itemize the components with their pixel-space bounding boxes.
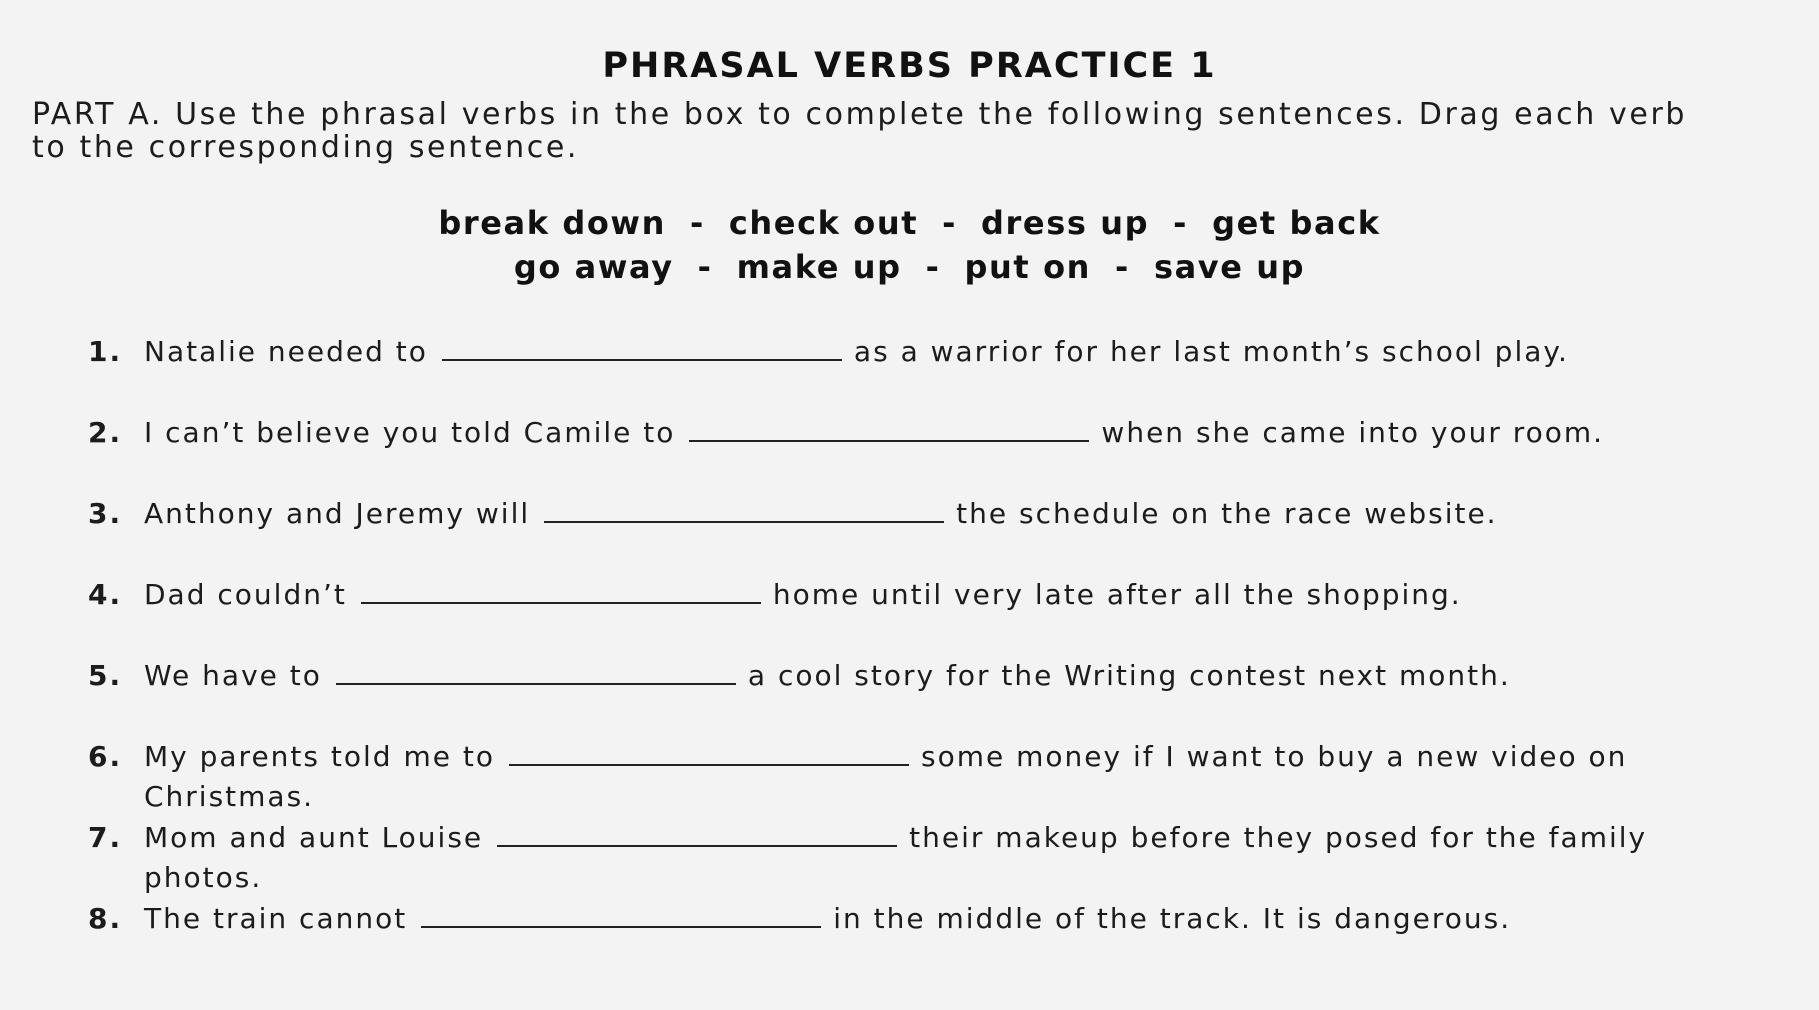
sentence-item-1 bbox=[88, 332, 1738, 413]
word-put-on[interactable]: put on bbox=[964, 248, 1092, 286]
sentence-number: 4. bbox=[88, 578, 123, 611]
sentence-number: 8. bbox=[88, 902, 123, 935]
sentence-text-after: home until very late after all the shopping. bbox=[772, 578, 1462, 611]
sentence-number: 2. bbox=[88, 416, 123, 449]
sentence-list bbox=[88, 332, 1738, 980]
sentence-item-2 bbox=[88, 413, 1738, 494]
sentence-text-after: the schedule on the race website. bbox=[956, 497, 1498, 530]
word-save-up[interactable]: save up bbox=[1153, 248, 1306, 286]
sentence-text-after: as a warrior for her last month’s school play. bbox=[853, 335, 1569, 368]
word-separator: - bbox=[689, 204, 705, 242]
sentence-text-before: Dad couldn’t bbox=[144, 578, 347, 611]
sentence-text-before: Mom and aunt Louise bbox=[144, 821, 484, 854]
instructions-text: PART A. Use the phrasal verbs in the box to complete the following sentences. Drag each verb to the corresponding sentence. bbox=[32, 97, 1688, 165]
sentence-text-before: Natalie needed to bbox=[144, 335, 428, 368]
sentence-text-before: My parents told me to bbox=[144, 740, 495, 773]
word-make-up[interactable]: make up bbox=[736, 248, 902, 286]
sentence-number: 5. bbox=[88, 659, 123, 692]
sentence-text-after: a cool story for the Writing contest next month. bbox=[747, 659, 1511, 692]
word-dress-up[interactable]: dress up bbox=[981, 204, 1150, 242]
word-check-out[interactable]: check out bbox=[728, 204, 919, 242]
sentence-text-before: Anthony and Jeremy will bbox=[144, 497, 531, 530]
sentence-text-after: some money if I want to buy a new video on Christmas. bbox=[144, 740, 1628, 813]
answer-blank-1[interactable] bbox=[442, 335, 842, 361]
word-separator: - bbox=[1115, 248, 1130, 286]
sentence-number: 7. bbox=[88, 821, 123, 854]
sentence-text-after: their makeup before they posed for the family photos. bbox=[144, 821, 1648, 894]
sentence-number: 1. bbox=[88, 335, 123, 368]
answer-blank-4[interactable] bbox=[361, 578, 761, 604]
worksheet-title: PHRASAL VERBS PRACTICE 1 bbox=[602, 46, 1217, 86]
sentence-item-3 bbox=[88, 494, 1738, 575]
answer-blank-6[interactable] bbox=[509, 740, 909, 766]
answer-blank-3[interactable] bbox=[544, 497, 944, 523]
word-box-row-1 bbox=[0, 204, 1819, 242]
answer-blank-7[interactable] bbox=[497, 821, 897, 847]
word-get-back[interactable]: get back bbox=[1212, 204, 1381, 242]
sentence-item-5 bbox=[88, 656, 1738, 737]
answer-blank-2[interactable] bbox=[689, 416, 1089, 442]
sentence-text-before: The train cannot bbox=[144, 902, 408, 935]
word-separator: - bbox=[697, 248, 713, 286]
word-separator: - bbox=[925, 248, 941, 286]
word-break-down[interactable]: break down bbox=[438, 204, 666, 242]
word-separator: - bbox=[942, 204, 958, 242]
answer-blank-5[interactable] bbox=[336, 659, 736, 685]
sentence-text-before: I can’t believe you told Camile to bbox=[144, 416, 676, 449]
sentence-item-7 bbox=[88, 818, 1738, 899]
sentence-number: 6. bbox=[88, 740, 123, 773]
word-box-row-2 bbox=[0, 248, 1819, 286]
answer-blank-8[interactable] bbox=[421, 902, 821, 928]
word-separator: - bbox=[1173, 204, 1189, 242]
sentence-number: 3. bbox=[88, 497, 123, 530]
sentence-item-6 bbox=[88, 737, 1738, 818]
sentence-text-after: when she came into your room. bbox=[1101, 416, 1605, 449]
word-go-away[interactable]: go away bbox=[513, 248, 674, 286]
sentence-text-before: We have to bbox=[144, 659, 322, 692]
sentence-text-after: in the middle of the track. It is dangerous. bbox=[833, 902, 1512, 935]
sentence-item-8 bbox=[88, 899, 1738, 980]
sentence-item-4 bbox=[88, 575, 1738, 656]
